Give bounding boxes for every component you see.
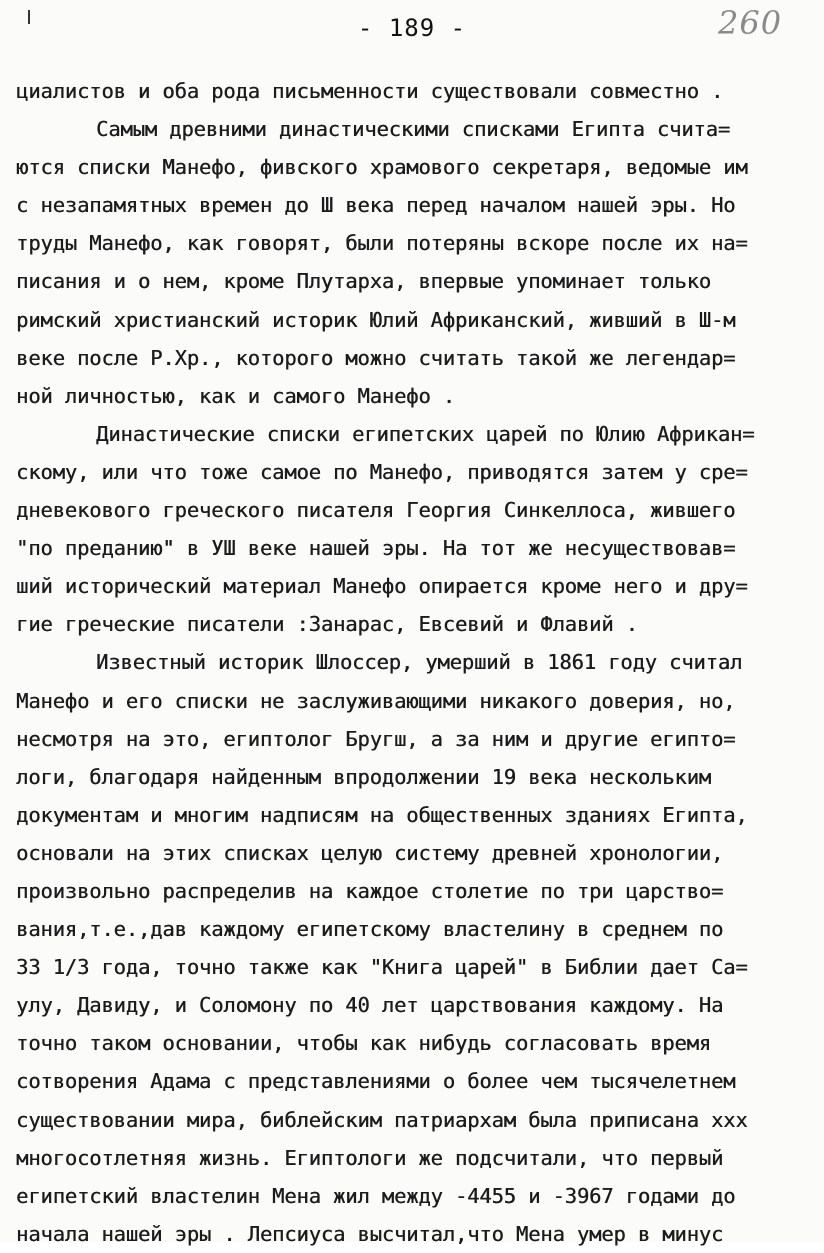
handwritten-archive-number: 260	[718, 4, 783, 42]
text-line: сотворения Адама с представлениями о более чем тысячелетнем	[16, 1069, 736, 1094]
paragraph-first-line: Известный историк Шлоссер, умерший в 1861 году считал	[96, 650, 743, 675]
text-line: улу, Давиду, и Соломону по 40 лет царствования каждому. На	[16, 993, 724, 1018]
text-line: скому, или что тоже самое по Манефо, приводятся затем у сре=	[16, 459, 748, 484]
text-line: римский христианский историк Юлий Африканский, живший в Ш-м	[16, 307, 736, 332]
text-line: с незапамятных времен до Ш века перед началом нашей эры. Но	[16, 193, 736, 218]
text-line: точно таком основании, чтобы как нибудь согласовать время	[16, 1031, 711, 1056]
text-line: произвольно распределив на каждое столетие по три царство=	[16, 878, 724, 903]
text-line: несмотря на это, египтолог Бругш, а за ним и другие египто=	[16, 726, 736, 751]
text-line: циалистов и оба рода письменности существовали совместно .	[16, 79, 724, 103]
text-line: писания и о нем, кроме Плутарха, впервые упоминает только	[16, 269, 711, 294]
page-number: - 189 -	[357, 14, 467, 42]
text-line: ной личностью, как и самого Манефо .	[16, 383, 455, 408]
text-line: ются списки Манефо, фивского храмового секретаря, ведомые им	[16, 155, 748, 180]
text-line: начала нашей эры . Лепсиуса высчитал,что Мена умер в минус	[16, 1221, 724, 1246]
text-line: существовании мира, библейским патриархам была приписана ххх	[16, 1107, 748, 1132]
text-line: логи, благодаря найденным впродолжении 19 века нескольким	[16, 764, 711, 789]
text-line: "по преданию" в УШ веке нашей эры. На тот же несуществовав=	[16, 536, 736, 561]
text-line: документам и многим надписям на общественных зданиях Египта,	[16, 802, 748, 827]
text-line: дневекового греческого писателя Георгия Синкеллоса, жившего	[16, 498, 736, 523]
text-line: ший исторический материал Манефо опирается кроме него и дру=	[16, 574, 748, 599]
text-line: гие греческие писатели :Занарас, Евсевий и Флавий .	[16, 612, 638, 637]
paragraph-first-line: Династические списки египетских царей по Юлию Африкан=	[96, 421, 755, 446]
text-line: Манефо и его списки не заслуживающими никакого доверия, но,	[16, 688, 736, 713]
text-line: вания,т.е.,дав каждому египетскому властелину в среднем по	[16, 917, 724, 942]
text-line: египетский властелин Мена жил между -4455 и -3967 годами до	[16, 1183, 736, 1208]
text-line: 33 1/3 года, точно также как "Книга царей" в Библии дает Са=	[16, 955, 748, 980]
text-line: многосотлетняя жизнь. Египтологи же подсчитали, что первый	[16, 1145, 724, 1170]
text-line: труды Манефо, как говорят, были потеряны вскоре после их на=	[16, 231, 748, 256]
text-line: основали на этих списках целую систему древней хронологии,	[16, 840, 724, 865]
text-line: веке после Р.Хр., которого можно считать такой же легендар=	[16, 345, 736, 370]
paragraph-first-line: Самым древними династическими списками Египта счита=	[96, 117, 730, 142]
text-body	[16, 72, 812, 1253]
